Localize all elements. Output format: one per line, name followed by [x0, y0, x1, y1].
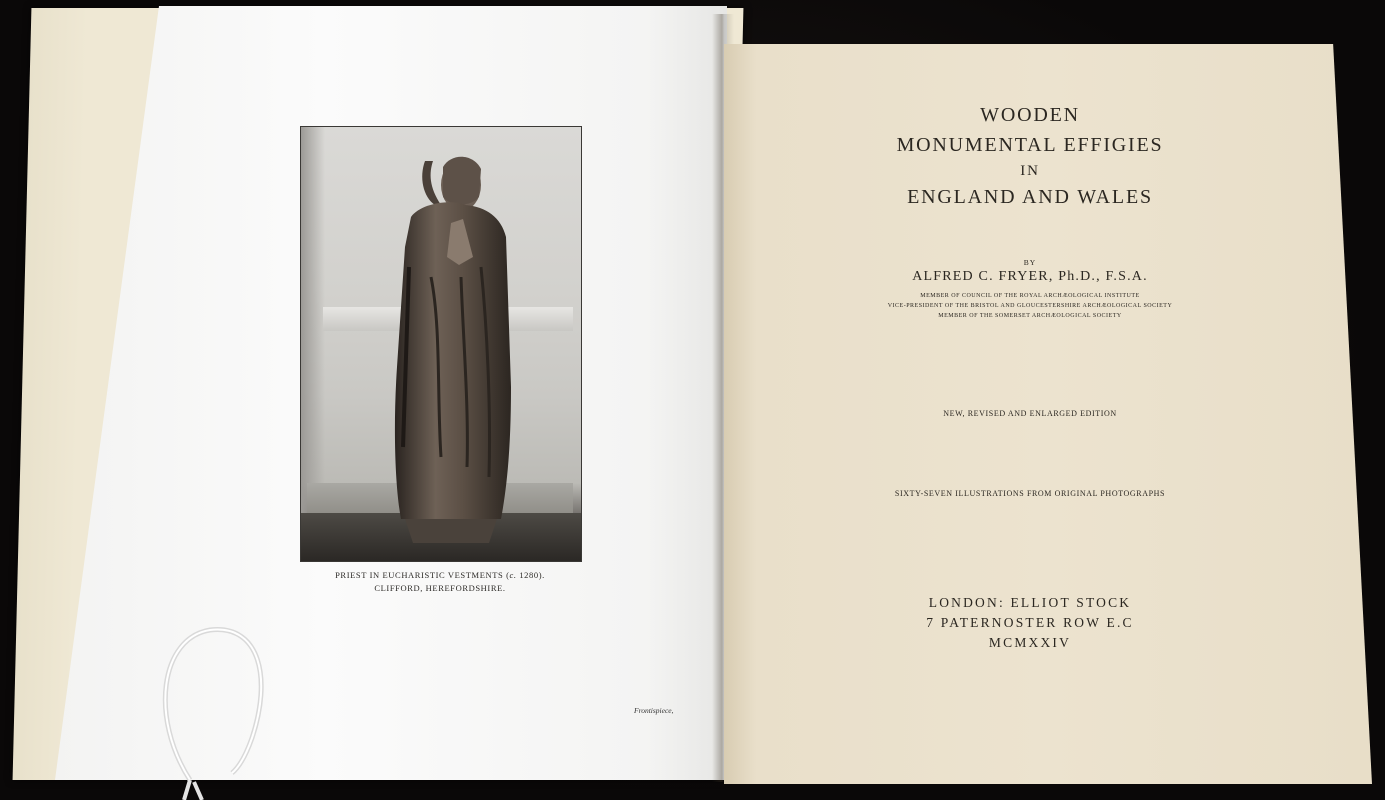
title-line-1: WOODEN	[980, 104, 1080, 126]
imprint-year: MCMXXIV	[988, 635, 1072, 650]
author-credentials	[730, 291, 1330, 321]
frontispiece-label: Frontispiece,	[634, 706, 674, 715]
imprint-line-1: LONDON: ELLIOT STOCK	[928, 595, 1132, 610]
caption-line-1: PRIEST IN EUCHARISTIC VESTMENTS (c. 1280).	[335, 570, 545, 580]
title-line-2: MONUMENTAL EFFIGIES	[896, 134, 1164, 156]
frontispiece-caption	[300, 569, 580, 595]
credential-line: MEMBER OF THE SOMERSET ARCHÆOLOGICAL SOCIETY	[938, 313, 1122, 319]
caption-line-2: CLIFFORD, HEREFORDSHIRE.	[374, 583, 506, 593]
wooden-effigy-figure	[301, 127, 581, 561]
author-name: ALFRED C. FRYER, Ph.D., F.S.A.	[912, 269, 1148, 284]
book-title	[730, 100, 1330, 212]
imprint-line-2: 7 PATERNOSTER ROW E.C	[926, 615, 1134, 630]
by-label: BY	[1023, 258, 1037, 267]
illustrations-note: SIXTY-SEVEN ILLUSTRATIONS FROM ORIGINAL PHOTOGRAPHS	[894, 489, 1166, 498]
edition-note: NEW, REVISED AND ENLARGED EDITION	[943, 409, 1117, 418]
credential-line: MEMBER OF COUNCIL OF THE ROYAL ARCHÆOLOGICAL INSTITUTE	[920, 293, 1140, 299]
publisher-imprint	[730, 593, 1330, 653]
credential-line: VICE-PRESIDENT OF THE BRISTOL AND GLOUCESTERSHIRE ARCHÆOLOGICAL SOCIETY	[887, 303, 1173, 309]
frontispiece-photograph	[300, 126, 582, 562]
title-line-4: ENGLAND AND WALES	[907, 186, 1153, 208]
ribbon-bookmark-icon	[150, 618, 280, 800]
title-line-3: IN	[1020, 163, 1040, 179]
